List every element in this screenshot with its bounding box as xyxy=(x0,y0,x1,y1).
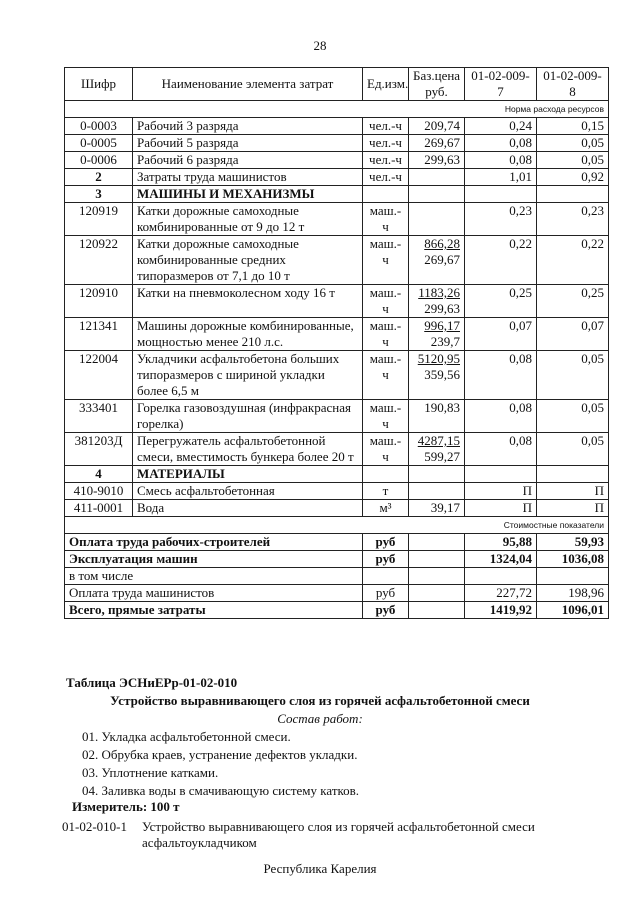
row-price xyxy=(409,483,465,500)
row-price-labor: 299,63 xyxy=(424,301,460,316)
measure-unit: Измеритель: 100 т xyxy=(72,799,180,814)
row-price: 39,17 xyxy=(409,500,465,517)
footer-region: Республика Карелия xyxy=(263,861,377,876)
cost-row xyxy=(65,551,609,568)
row-name: Катки дорожные самоходные комбинированные средних типоразмеров от 7,1 до 10 т xyxy=(133,236,363,285)
table-subtitle: Устройство выравнивающего слоя из горячей асфальтобетонной смеси xyxy=(110,693,530,708)
work-item: 03. Уплотнение катками. xyxy=(82,765,219,780)
cost-row xyxy=(65,602,609,619)
cost-name: в том числе xyxy=(65,568,363,585)
header-unit: Ед.изм. xyxy=(363,68,409,101)
cost-label-row xyxy=(65,517,609,534)
row-price-total: 996,17 xyxy=(424,318,460,333)
cost-name: Оплата труда рабочих-строителей xyxy=(65,534,363,551)
empty xyxy=(409,551,465,568)
row-name: Затраты труда машинистов xyxy=(133,169,363,186)
row-value-7: 0,08 xyxy=(465,152,537,169)
cost-value-7: 1419,92 xyxy=(465,602,537,619)
row-code: 0-0006 xyxy=(65,152,133,169)
machine-row xyxy=(65,203,609,236)
row-name: Машины дорожные комбинированные, мощностью менее 210 л.с. xyxy=(133,318,363,351)
material-row xyxy=(65,500,609,517)
cost-row xyxy=(65,568,609,585)
row-price-total: 4287,15 xyxy=(417,433,460,448)
empty xyxy=(409,602,465,619)
row-name: Рабочий 5 разряда xyxy=(133,135,363,152)
row-unit: чел.-ч xyxy=(363,169,409,186)
rate-description: Устройство выравнивающего слоя из горячей асфальтобетонной смеси асфальтоукладчиком xyxy=(142,819,535,850)
row-value-7: 0,08 xyxy=(465,400,537,433)
row-price xyxy=(409,169,465,186)
row-unit: чел.-ч xyxy=(363,118,409,135)
empty xyxy=(363,186,409,203)
labor-row xyxy=(65,152,609,169)
cost-unit: руб xyxy=(363,534,409,551)
header-name: Наименование элемента затрат xyxy=(133,68,363,101)
row-unit: маш.-ч xyxy=(363,285,409,318)
row-price-labor: 269,67 xyxy=(424,252,460,267)
row-unit: маш.-ч xyxy=(363,433,409,466)
row-price: 269,67 xyxy=(409,135,465,152)
row-price xyxy=(409,400,465,433)
empty xyxy=(537,186,609,203)
empty xyxy=(409,186,465,203)
row-unit: маш.-ч xyxy=(363,318,409,351)
row-unit: чел.-ч xyxy=(363,135,409,152)
row-value-8: 0,25 xyxy=(537,285,609,318)
empty xyxy=(537,466,609,483)
row-value-7: 0,08 xyxy=(465,135,537,152)
row-value-8: 0,05 xyxy=(537,351,609,400)
row-value-7: 0,07 xyxy=(465,318,537,351)
resource-table xyxy=(64,67,609,619)
section-title: МАШИНЫ И МЕХАНИЗМЫ xyxy=(133,186,363,203)
row-price xyxy=(409,351,465,400)
norma-label: Норма расхода ресурсов xyxy=(65,101,609,118)
row-code: 411-0001 xyxy=(65,500,133,517)
row-value-7: 1,01 xyxy=(465,169,537,186)
row-value-8: 0,05 xyxy=(537,433,609,466)
row-code: 120910 xyxy=(65,285,133,318)
row-value-8: 0,05 xyxy=(537,400,609,433)
row-value-7: 0,08 xyxy=(465,351,537,400)
row-code: 120922 xyxy=(65,236,133,285)
row-price: 209,74 xyxy=(409,118,465,135)
machine-row xyxy=(65,285,609,318)
row-name: Укладчики асфальтобетона больших типоразмеров с шириной укладки более 6,5 м xyxy=(133,351,363,400)
labor-row xyxy=(65,118,609,135)
row-code: 121341 xyxy=(65,318,133,351)
row-code: 122004 xyxy=(65,351,133,400)
row-price-total: 866,28 xyxy=(424,236,460,251)
cost-unit xyxy=(363,568,409,585)
work-composition-label: Состав работ: xyxy=(277,711,363,726)
machinist-row xyxy=(65,169,609,186)
row-value-7: П xyxy=(465,483,537,500)
section-code: 4 xyxy=(65,466,133,483)
header-col-8: 01-02-009-8 xyxy=(537,68,609,101)
row-value-8: 0,05 xyxy=(537,152,609,169)
row-price xyxy=(409,236,465,285)
row-name: Катки дорожные самоходные комбинированные от 9 до 12 т xyxy=(133,203,363,236)
row-code: 2 xyxy=(65,169,133,186)
cost-value-8: 198,96 xyxy=(537,585,609,602)
empty xyxy=(465,186,537,203)
row-unit: маш.-ч xyxy=(363,351,409,400)
row-price-labor: 359,56 xyxy=(424,367,460,382)
norma-label-row xyxy=(65,101,609,118)
row-code: 333401 xyxy=(65,400,133,433)
row-value-8: 0,23 xyxy=(537,203,609,236)
row-price: 299,63 xyxy=(409,152,465,169)
section-title: МАТЕРИАЛЫ xyxy=(133,466,363,483)
row-price xyxy=(409,433,465,466)
row-code: 0-0005 xyxy=(65,135,133,152)
machine-row xyxy=(65,400,609,433)
labor-row xyxy=(65,135,609,152)
row-value-8: П xyxy=(537,483,609,500)
row-value-8: 0,92 xyxy=(537,169,609,186)
empty xyxy=(409,568,465,585)
row-price-total: 1183,26 xyxy=(418,285,460,300)
section-code: 3 xyxy=(65,186,133,203)
row-price xyxy=(409,285,465,318)
row-unit: чел.-ч xyxy=(363,152,409,169)
cost-unit: руб xyxy=(363,585,409,602)
cost-row xyxy=(65,585,609,602)
rate-code: 01-02-010-1 xyxy=(62,819,127,834)
header-col-7: 01-02-009-7 xyxy=(465,68,537,101)
empty xyxy=(363,466,409,483)
row-name: Перегружатель асфальтобетонной смеси, вместимость бункера более 20 т xyxy=(133,433,363,466)
cost-name: Оплата труда машинистов xyxy=(65,585,363,602)
row-unit: т xyxy=(363,483,409,500)
cost-value-8: 1036,08 xyxy=(537,551,609,568)
row-value-8: 0,07 xyxy=(537,318,609,351)
row-name: Рабочий 3 разряда xyxy=(133,118,363,135)
machine-row xyxy=(65,433,609,466)
row-value-8: П xyxy=(537,500,609,517)
row-name: Горелка газовоздушная (инфракрасная горелка) xyxy=(133,400,363,433)
cost-name: Эксплуатация машин xyxy=(65,551,363,568)
row-value-8: 0,22 xyxy=(537,236,609,285)
row-price-labor: 239,7 xyxy=(430,334,460,349)
row-name: Смесь асфальтобетонная xyxy=(133,483,363,500)
row-name: Рабочий 6 разряда xyxy=(133,152,363,169)
row-unit: маш.-ч xyxy=(363,400,409,433)
row-price xyxy=(409,203,465,236)
cost-label: Стоимостные показатели xyxy=(65,517,609,534)
work-item: 04. Заливка воды в смачивающую систему катков. xyxy=(82,783,360,798)
cost-value-8: 1096,01 xyxy=(537,602,609,619)
row-value-8: 0,05 xyxy=(537,135,609,152)
cost-unit: руб xyxy=(363,602,409,619)
row-price-labor: 599,27 xyxy=(424,449,460,464)
materials-section-row xyxy=(65,466,609,483)
machine-row xyxy=(65,318,609,351)
cost-name: Всего, прямые затраты xyxy=(65,602,363,619)
cost-unit: руб xyxy=(363,551,409,568)
page-number: 28 xyxy=(313,38,327,53)
empty xyxy=(409,466,465,483)
row-value-7: П xyxy=(465,500,537,517)
row-code: 410-9010 xyxy=(65,483,133,500)
row-value-7: 0,08 xyxy=(465,433,537,466)
row-value-7: 0,23 xyxy=(465,203,537,236)
cost-value-7: 1324,04 xyxy=(465,551,537,568)
cost-value-7: 95,88 xyxy=(465,534,537,551)
row-code: 120919 xyxy=(65,203,133,236)
table-title: Таблица ЭСНиЕРр-01-02-010 xyxy=(66,675,238,690)
row-unit: маш.-ч xyxy=(363,236,409,285)
machines-section-row xyxy=(65,186,609,203)
cost-value-8 xyxy=(537,568,609,585)
row-code: 381203Д xyxy=(65,433,133,466)
cost-value-7 xyxy=(465,568,537,585)
row-price xyxy=(409,318,465,351)
cost-row xyxy=(65,534,609,551)
cost-value-7: 227,72 xyxy=(465,585,537,602)
row-unit: маш.-ч xyxy=(363,203,409,236)
work-item: 01. Укладка асфальтобетонной смеси. xyxy=(82,729,291,744)
machine-row xyxy=(65,351,609,400)
row-price-total: 5120,95 xyxy=(417,351,460,366)
row-price-total: 190,83 xyxy=(424,400,460,415)
cost-value-8: 59,93 xyxy=(537,534,609,551)
material-row xyxy=(65,483,609,500)
row-name: Вода xyxy=(133,500,363,517)
empty xyxy=(409,534,465,551)
row-value-8: 0,15 xyxy=(537,118,609,135)
row-value-7: 0,25 xyxy=(465,285,537,318)
machine-row xyxy=(65,236,609,285)
table-header-row xyxy=(65,68,609,101)
row-value-7: 0,22 xyxy=(465,236,537,285)
header-code: Шифр xyxy=(65,68,133,101)
empty xyxy=(465,466,537,483)
work-item: 02. Обрубка краев, устранение дефектов укладки. xyxy=(82,747,358,762)
row-unit: м³ xyxy=(363,500,409,517)
row-name: Катки на пневмоколесном ходу 16 т xyxy=(133,285,363,318)
empty xyxy=(409,585,465,602)
row-value-7: 0,24 xyxy=(465,118,537,135)
row-code: 0-0003 xyxy=(65,118,133,135)
header-price: Баз.цена руб. xyxy=(409,68,465,101)
